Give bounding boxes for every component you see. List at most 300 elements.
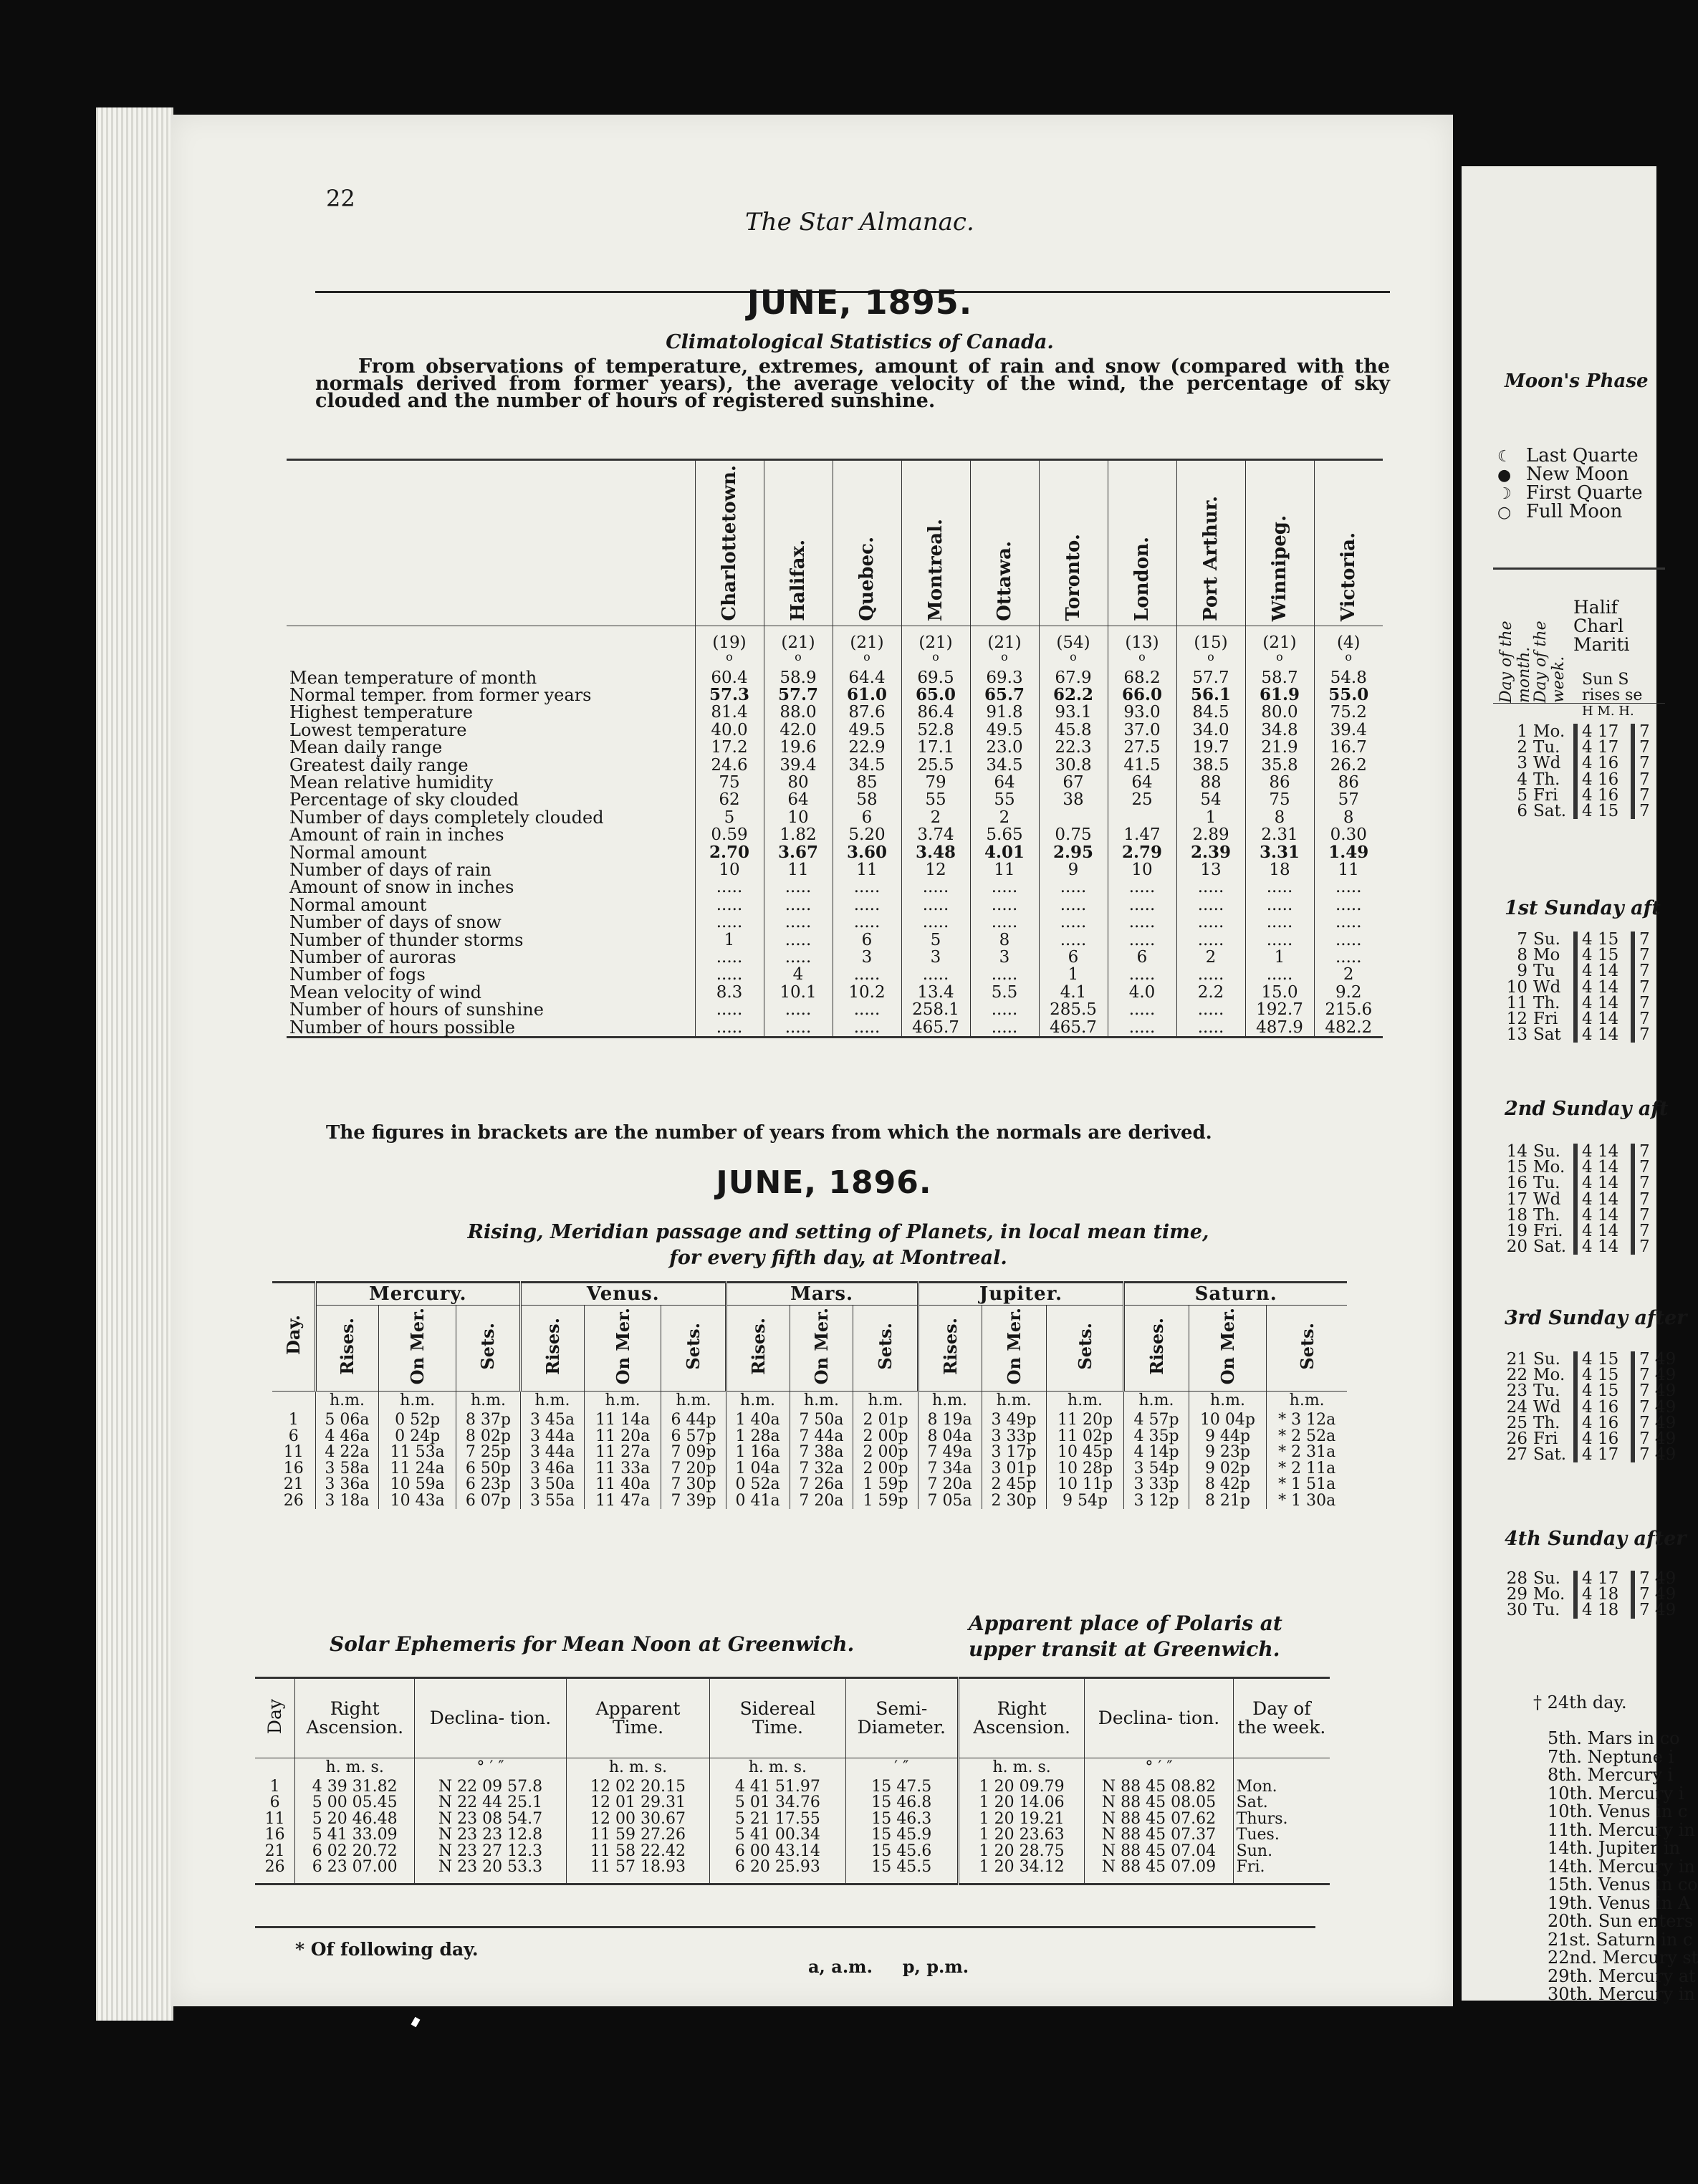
climate-cell: 215.6 [1314,1001,1383,1018]
calendar-row [1493,977,1688,997]
calendar-weekday: Mo. [1533,1366,1565,1385]
calendar-day: 15 [1506,1158,1527,1177]
calendar-sunrise: 4 18 [1573,1602,1631,1618]
city-header [1039,460,1108,626]
climate-cell: 55 [901,791,970,808]
climate-cell: 66.0 [1108,686,1176,704]
event-item: 29th. Mercury at [1548,1965,1696,1986]
calendar-weekday: Wd [1533,1189,1561,1209]
page-number: 22 [326,185,355,212]
calendar-row [1493,787,1688,803]
climate-cell: 68.2 [1108,669,1176,686]
climate-cell: 482.2 [1314,1019,1383,1038]
polaris-ra-cell [959,1778,1085,1884]
climate-cell: 10 [764,809,833,826]
solar-day-header [255,1678,295,1758]
planet-col-label: Sets. [1074,1322,1095,1370]
event-item: 14th. Jupiter in [1548,1838,1681,1858]
planet-name: Saturn. [1124,1283,1347,1306]
climate-cell: ..... [901,896,970,914]
city-label: Ottawa. [994,541,1015,621]
calendar-sunrise: 4 16 [1573,1399,1631,1415]
climate-cell: 5.20 [833,826,901,843]
climate-cell: 3 [901,949,970,966]
climate-cell: 56.1 [1176,686,1245,704]
years-cell [970,626,1039,669]
climate-row [287,774,1383,791]
calendar-day: 4 [1517,770,1527,789]
planet-mer-cell [982,1409,1046,1509]
climate-row-label: Lowest temperature [289,719,467,740]
calendar-weekday: Wd [1533,754,1561,773]
climate-row [287,704,1383,721]
planet-sets-cell [661,1409,726,1509]
solar-table-wrap [255,1677,957,1885]
polaris-value: N 88 45 07.09 [1101,1858,1217,1876]
city-header [695,460,764,626]
climate-cell: ..... [1108,896,1176,914]
calendar-day: 7 [1517,930,1527,949]
calendar-weekday: Wd [1533,1397,1561,1417]
climate-row [287,722,1383,739]
solar-dec-header: Declina- tion. [415,1678,567,1758]
planet-time-value: 4 57p [1133,1411,1179,1429]
planet-time-value: 11 24a [390,1459,445,1477]
planet-col-header [379,1306,456,1392]
climate-cell: ..... [1314,949,1383,966]
climate-cell: 1 [1245,949,1314,966]
climate-cell: ..... [1245,896,1314,914]
climate-cell: 2.79 [1108,844,1176,861]
climate-cell: 17.2 [695,739,764,756]
planet-time-value: 7 34a [927,1459,972,1477]
climate-cell: ..... [833,896,901,914]
calendar-sunset: 7 [1631,1239,1688,1255]
planet-col-label: On Mer. [1003,1307,1025,1385]
climate-cell: ..... [764,896,833,914]
climate-cell: 75.2 [1314,704,1383,721]
calendar-weekday: Tu. [1533,1174,1560,1193]
event-item: 10th. Venus in c [1548,1801,1688,1821]
calendar-row [1493,1011,1688,1027]
planet-time-value: 1 40a [735,1411,780,1429]
calendar-sunrise: 4 15 [1573,803,1631,819]
event-item: 30th. Mercury in [1548,1984,1695,2004]
climate-cell: 79 [901,774,970,791]
unit-blank [272,1392,315,1410]
calendar-sunset: 7 [1631,739,1688,755]
climate-cell: 27.5 [1108,739,1176,756]
climate-cell: ..... [764,914,833,931]
climate-cell: 3.67 [764,844,833,861]
calendar-row [1493,772,1688,787]
planet-time-value: 8 42p [1204,1475,1251,1493]
planet-time-value: 7 20a [799,1491,844,1510]
climate-cell: 58.9 [764,669,833,686]
climate-cell: 19.6 [764,739,833,756]
calendar-row [1493,1223,1688,1239]
climate-row-label: Number of days completely clouded [289,807,604,828]
climate-cell: 65.0 [901,686,970,704]
calendar-sunrise: 4 15 [1573,1351,1631,1367]
calendar-day: 22 [1506,1366,1527,1385]
polaris-value: N 88 45 07.37 [1101,1826,1217,1844]
planet-time-value: 10 04p [1199,1411,1256,1429]
calendar-day: 1 [1517,722,1527,741]
planet-day-value: 6 [288,1427,299,1445]
solar-value: 11 58 22.42 [590,1841,686,1860]
calendar-sunrise: 4 16 [1573,772,1631,787]
planet-rises-cell [918,1409,982,1509]
climate-cell: 64.4 [833,669,901,686]
calendar-day: 6 [1517,802,1527,821]
planet-time-value: 7 25p [465,1443,511,1461]
planet-time-value: 8 21p [1204,1491,1251,1510]
solar-semi-cell [845,1778,957,1884]
planet-time-value: 3 44a [529,1427,575,1445]
climate-cell: 61.9 [1245,686,1314,704]
calendar-week-1 [1493,724,1688,819]
polaris-header-row [959,1678,1330,1758]
climate-cell: 34.5 [970,757,1039,774]
label-header [287,460,695,626]
planet-rises-cell [726,1409,790,1509]
polaris-value: 1 20 23.63 [979,1826,1065,1844]
climate-cell: 34.0 [1176,722,1245,739]
planet-time-value: 8 04a [927,1427,972,1445]
climate-row [287,809,1383,826]
calendar-sunset: 7 [1631,803,1688,819]
right-page [1462,166,1698,2004]
calendar-weekday: Fri. [1533,1222,1563,1241]
climate-cell: 62.2 [1039,686,1108,704]
planet-name-row [272,1283,1347,1306]
climate-cell: 54 [1176,791,1245,808]
planet-time-value: 6 23p [465,1475,511,1493]
polaris-value: Sun. [1236,1841,1273,1860]
climate-cell: ..... [901,878,970,896]
climate-row [287,984,1383,1001]
climate-row [287,914,1383,931]
calendar-sunset: 7 [1631,931,1688,947]
climate-cell: ..... [764,949,833,966]
planet-col-label: Rises. [542,1317,563,1375]
events-list [1548,1730,1698,2004]
climate-row [287,826,1383,843]
solar-table-body [255,1758,957,1884]
solar-ra-cell [295,1778,415,1884]
solar-unit: ° ′ ″ [415,1758,567,1778]
climate-cell: 62 [695,791,764,808]
calendar-day: 5 [1517,785,1527,805]
calendar-sunset: 7 [1631,787,1688,803]
climate-cell: 285.5 [1039,1001,1108,1018]
calendar-row [1493,963,1688,979]
years-cell [1176,626,1245,669]
planet-unit: h.m. [1267,1392,1347,1410]
solar-value: 1 [269,1777,280,1796]
planet-day-value: 26 [283,1491,304,1510]
event-item: 15th. Venus in co [1548,1874,1698,1895]
calendar-sunrise: 4 17 [1573,724,1631,739]
climate-cell: ..... [1108,914,1176,931]
calendar-day: 24 [1506,1397,1527,1417]
calendar-row [1493,1144,1688,1159]
calendar-day: 27 [1506,1445,1527,1465]
planet-unit: h.m. [790,1392,853,1410]
polaris-value: Tues. [1236,1826,1280,1844]
calendar-sunrise: 4 16 [1573,1415,1631,1431]
climate-cell: ..... [833,878,901,896]
planet-time-value: 0 52p [395,1411,441,1429]
solar-value: 11 [264,1809,285,1828]
climate-cell: 34.8 [1245,722,1314,739]
climate-cell: ..... [1176,896,1245,914]
planet-time-value: 9 02p [1204,1459,1251,1477]
climate-row [287,844,1383,861]
city-header [1108,460,1176,626]
planet-col-header [1189,1306,1267,1392]
climate-cell: 6 [1108,949,1176,966]
climate-cell: 86 [1314,774,1383,791]
climate-cell: 192.7 [1245,1001,1314,1018]
climate-cell: ..... [1245,966,1314,983]
place-line: Mariti [1573,634,1630,655]
climate-cell: 41.5 [1108,757,1176,774]
planet-time-value: 7 39p [671,1491,716,1510]
climate-row-label: Highest temperature [289,702,473,723]
climate-cell: ..... [1176,966,1245,983]
planet-time-value: 8 37p [465,1411,511,1429]
climate-title: JUNE, 1895. [747,283,973,322]
calendar-sunset: 7 [1631,1223,1688,1239]
climate-cell: ..... [1108,1019,1176,1038]
planet-time-value: 11 27a [595,1443,651,1461]
planet-time-value: 8 19a [927,1411,972,1429]
climate-row-label: Number of days of snow [289,912,502,933]
city-header [901,460,970,626]
climate-cell: ..... [695,1001,764,1018]
calendar-weekday: Su. [1533,1569,1560,1588]
calendar-week-5 [1493,1571,1688,1619]
solar-value: 6 00 43.14 [734,1841,820,1860]
climate-intro [315,355,1390,412]
climate-bottom-cell [287,1038,1383,1040]
planet-mer-cell [379,1409,456,1509]
climate-cell: 42.0 [764,722,833,739]
calendar-sunset: 7 49 [1631,1571,1688,1586]
calendar-weekday: Th. [1533,1413,1560,1432]
climate-cell: 23.0 [970,739,1039,756]
polaris-table-wrap [957,1677,1330,1885]
planet-column-row [272,1306,1347,1392]
climate-cell: 11 [1314,861,1383,878]
planet-col-header [456,1306,520,1392]
climate-cell: 8 [970,931,1039,949]
planet-time-value: 2 30p [991,1491,1037,1510]
planet-time-value: 3 49p [991,1411,1037,1429]
climate-row [287,878,1383,896]
climate-row-label: Number of fogs [289,964,426,985]
planet-time-value: 1 59p [863,1491,908,1510]
planet-time-value: 9 44p [1204,1427,1251,1445]
climate-cell: 12 [901,861,970,878]
climate-cell: ..... [833,966,901,983]
solar-value: 6 20 25.93 [734,1858,820,1876]
polaris-value: Thurs. [1236,1809,1288,1828]
climate-cell: 5.65 [970,826,1039,843]
climate-cell: 55 [970,791,1039,808]
calendar-sunset: 7 [1631,995,1688,1011]
climate-cell: 2.89 [1176,826,1245,843]
calendar-sunrise: 4 16 [1573,755,1631,771]
planet-time-value: 7 44a [799,1427,844,1445]
climate-footnote: The figures in brackets are the number of years from which the normals are derived. [326,1122,1212,1144]
planet-rises-cell [521,1409,585,1509]
climate-cell: 10.1 [764,984,833,1001]
climate-cell: 18 [1245,861,1314,878]
climate-cell: 85 [833,774,901,791]
planet-day-value: 21 [283,1475,304,1493]
place-line: Halif [1573,597,1618,618]
planet-time-value: 3 17p [991,1443,1037,1461]
climate-cell: 2.39 [1176,844,1245,861]
planet-col-label: Rises. [1146,1317,1168,1375]
climate-row [287,739,1383,756]
calendar-weekday: Sat. [1533,1445,1567,1465]
calendar-row [1493,1415,1688,1431]
climate-cell: 10.2 [833,984,901,1001]
climate-row-label: Number of hours of sunshine [289,1000,544,1020]
polaris-dow-header: Day of the week. [1233,1678,1330,1758]
calendar-sunrise: 4 17 [1573,739,1631,755]
calendar-sunset: 7 [1631,1144,1688,1159]
climate-cell: ..... [1176,1001,1245,1018]
calendar-sunrise: 4 18 [1573,1586,1631,1602]
climate-cell: ..... [970,1001,1039,1018]
calendar-day: 8 [1517,946,1527,965]
years-cell [695,626,764,669]
climate-row [287,757,1383,774]
day-of-month-header: Day of the month. [1497,621,1533,703]
planet-time-value: 11 20a [595,1427,651,1445]
climate-cell: 1 [695,931,764,949]
climate-cell: 64 [764,791,833,808]
planet-col-header [726,1306,790,1392]
planet-time-value: 11 33a [595,1459,651,1477]
calendar-day: 25 [1506,1413,1527,1432]
bottom-rule [255,1926,1315,1928]
climate-cell: ..... [833,1001,901,1018]
sunday-heading-1: 1st Sunday aft [1505,897,1661,919]
calendar-row [1493,947,1688,963]
polaris-value: N 88 45 08.05 [1101,1793,1217,1811]
climate-cell: 258.1 [901,1001,970,1018]
climate-row-label: Amount of rain in inches [289,825,504,846]
city-header [1245,460,1314,626]
calendar-day: 23 [1506,1381,1527,1401]
planet-time-value: 3 55a [529,1491,575,1510]
planet-time-value: 3 54p [1133,1459,1179,1477]
planet-time-value: 7 30p [671,1475,716,1493]
climate-cell [1108,809,1176,826]
years-value: (21) [1262,633,1297,652]
planet-time-value: 6 44p [671,1411,716,1429]
planet-col-label: Sets. [1296,1322,1318,1370]
calendar-day: 17 [1506,1189,1527,1209]
phase-label: Full Moon [1526,501,1623,522]
polaris-data-row [959,1778,1330,1884]
polaris-value: 1 20 14.06 [979,1793,1065,1811]
climate-cell: 5 [695,809,764,826]
climate-cell: 6 [1039,949,1108,966]
solar-value: N 23 20 53.3 [438,1858,543,1876]
solar-value: 6 02 20.72 [312,1841,398,1860]
planet-time-value: * 1 51a [1278,1475,1336,1493]
climate-cell: 57.7 [764,686,833,704]
planet-time-value: * 2 52a [1278,1427,1336,1445]
calendar-row [1493,739,1688,755]
new-moon-icon: ● [1497,466,1512,484]
climate-row-label: Normal amount [289,894,427,915]
page-edge [96,107,173,2021]
years-value: (15) [1194,633,1228,652]
planet-col-label: Sets. [875,1322,896,1370]
climate-cell: 88 [1176,774,1245,791]
planet-time-value: 3 33p [1133,1475,1179,1493]
polaris-table-body [959,1758,1330,1884]
moon-phases-title: Moon's Phase [1505,370,1649,392]
climate-cell: 6 [833,809,901,826]
planet-time-value: 6 57p [671,1427,716,1445]
climate-cell: 93.0 [1108,704,1176,721]
calendar-weekday: Tu. [1533,1601,1560,1620]
planet-time-value: 2 00p [863,1459,908,1477]
climate-cell: 67 [1039,774,1108,791]
climate-cell: 0.75 [1039,826,1108,843]
climate-cell: 8 [1245,809,1314,826]
climate-cell: ..... [1314,878,1383,896]
climate-cell: 2.95 [1039,844,1108,861]
climate-row-label: Greatest daily range [289,755,469,775]
phase-label: New Moon [1526,464,1629,485]
city-label: Charlottetown. [719,465,740,621]
planet-col-header [661,1306,726,1392]
climate-cell: 75 [1245,791,1314,808]
calendar-sunrise: 4 14 [1573,1239,1631,1255]
polaris-value: 1 20 09.79 [979,1777,1065,1796]
footnote-following-day: * Of following day. [295,1939,479,1960]
climate-cell: ..... [695,1019,764,1038]
polaris-value: Sat. [1236,1793,1268,1811]
planet-sets-cell [1267,1409,1347,1509]
planet-time-value: 5 06a [325,1411,370,1429]
event-item: 19th. Venus in A [1548,1892,1691,1913]
solar-value: 12 00 30.67 [590,1809,686,1828]
climate-cell: 55.0 [1314,686,1383,704]
planet-sets-cell [456,1409,520,1509]
day-header-label: Day. [282,1315,304,1355]
climate-cell: 1 [1176,809,1245,826]
polaris-value: Mon. [1236,1777,1277,1796]
years-cell [901,626,970,669]
planet-col-label: Rises. [939,1317,961,1375]
planet-time-value: 4 46a [325,1427,370,1445]
calendar-weekday: Tu [1533,962,1555,981]
calendar-weekday: Sat. [1533,1237,1567,1257]
planet-time-value: 10 28p [1057,1459,1113,1477]
calendar-day: 26 [1506,1429,1527,1449]
